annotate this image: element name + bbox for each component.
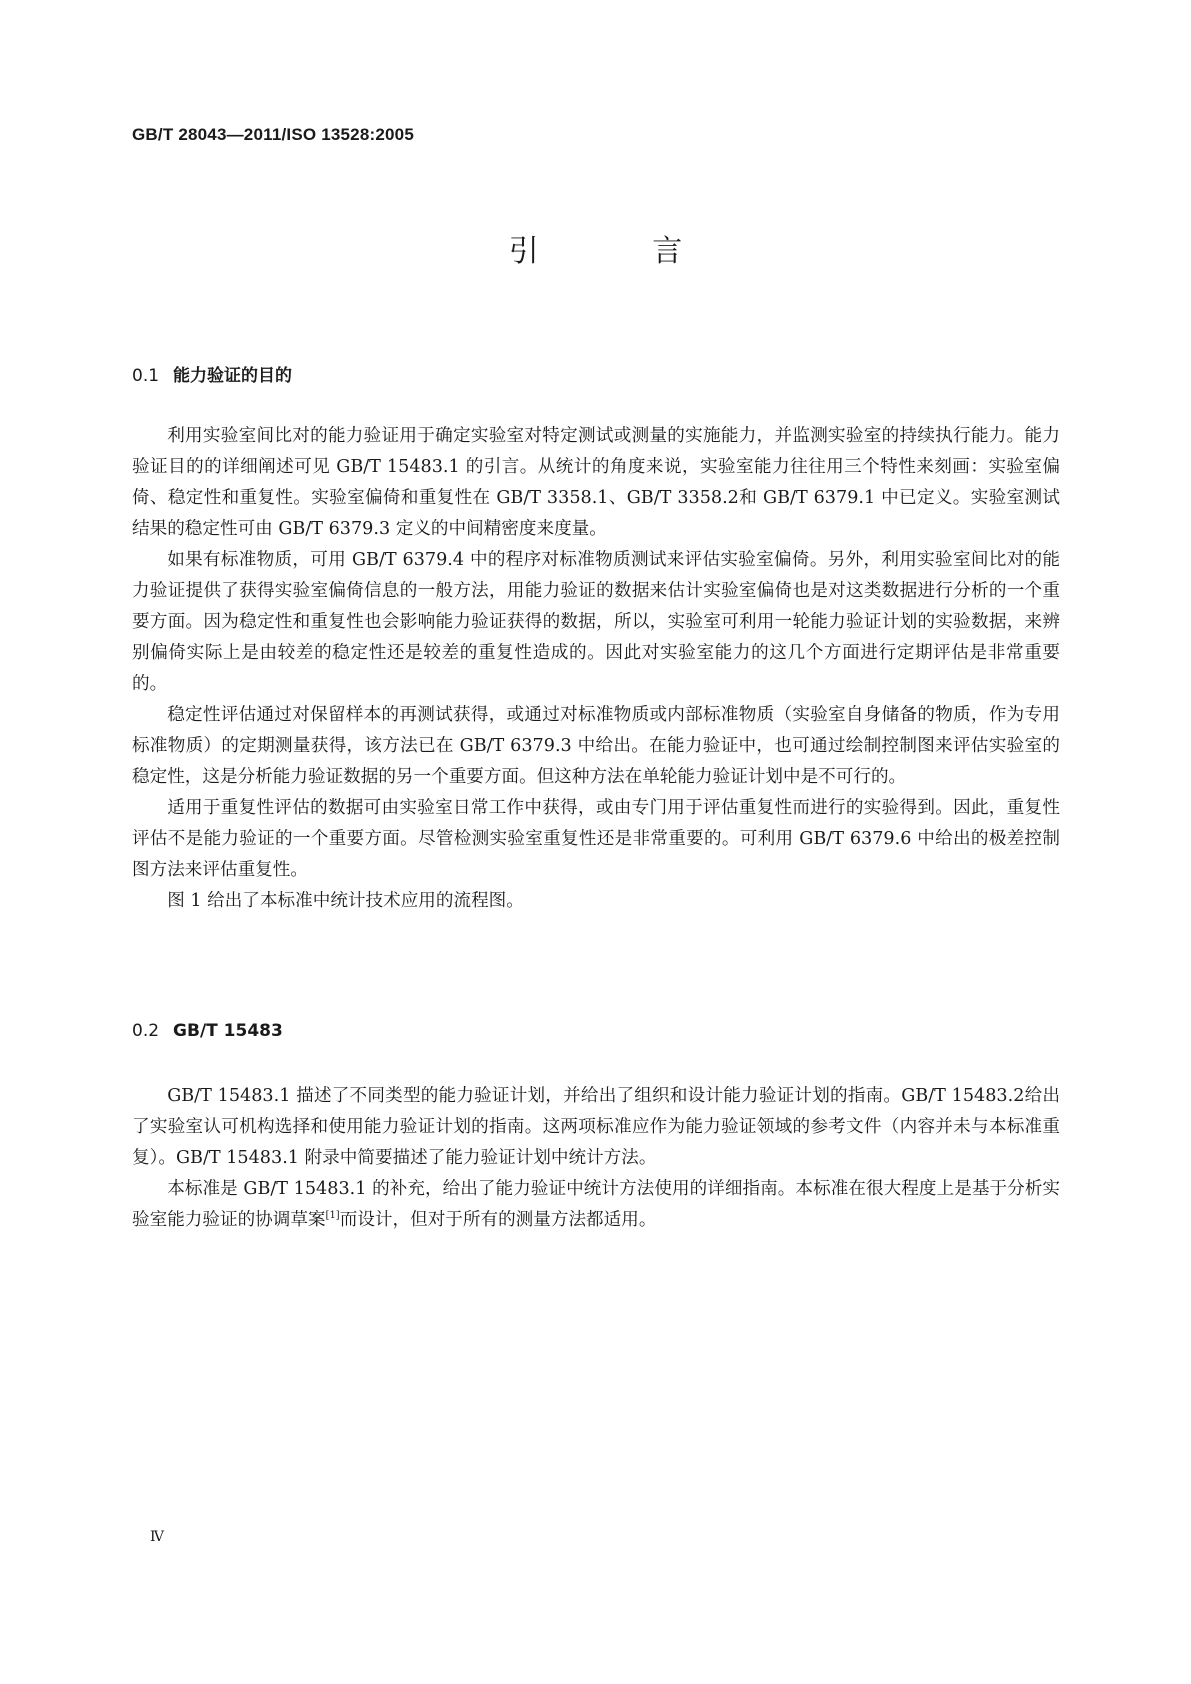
paragraph: GB/T 15483.1 描述了不同类型的能力验证计划，并给出了组织和设计能力验证计划的指南。GB/T 15483.2给出了实验室认可机构选择和使用能力验证计划的指南。这两项标准应作为能力验证领域的参考文件（内容并未与本标准重复）。GB/T 15483.1 附录中简要描述了能力验证计划中统计方法。 [132, 1086, 1060, 1168]
section-number: 0.1 [132, 366, 160, 386]
reference-citation[interactable]: [1] [325, 1210, 340, 1222]
page-number: Ⅳ [150, 1529, 164, 1545]
section-number: 0.2 [132, 1021, 160, 1041]
section-title: GB/T 15483 [173, 1021, 283, 1041]
page-title: 引 言 [508, 234, 735, 269]
section-body-0-1 [132, 421, 1060, 917]
section-heading-0-2 [132, 1021, 283, 1041]
paragraph: 如果有标准物质，可用 GB/T 6379.4 中的程序对标准物质测试来评估实验室偏倚。另外，利用实验室间比对的能力验证提供了获得实验室偏倚信息的一般方法，用能力验证的数据来估计实验室偏倚也是对这类数据进行分析的一个重要方面。因为稳定性和重复性也会影响能力验证获得的数据，所以，实验室可利用一轮能力验证计划的实验数据，来辨别偏倚实际上是由较差的稳定性还是较差的重复性造成的。因此对实验室能力的这几个方面进行定期评估是非常重要的。 [132, 550, 1060, 694]
paragraph: 适用于重复性评估的数据可由实验室日常工作中获得，或由专门用于评估重复性而进行的实验得到。因此，重复性评估不是能力验证的一个重要方面。尽管检测实验室重复性还是非常重要的。可利用 GB/T 6379.6 中给出的极差控制图方法来评估重复性。 [132, 798, 1060, 880]
paragraph: 利用实验室间比对的能力验证用于确定实验室对特定测试或测量的实施能力，并监测实验室的持续执行能力。能力验证目的的详细阐述可见 GB/T 15483.1 的引言。从统计的角度来说，实验室能力往往用三个特性来刻画：实验室偏倚、稳定性和重复性。实验室偏倚和重复性在 GB/T 3358.1、GB/T 3358.2和 GB/T 6379.1 中已定义。实验室测试结果的稳定性可由 GB/T 6379.3 定义的中间精密度来度量。 [132, 426, 1060, 539]
paragraph-text: 而设计，但对于所有的测量方法都适用。 [339, 1210, 657, 1230]
section-body-0-2 [132, 1081, 1060, 1236]
section-title: 能力验证的目的 [173, 366, 293, 386]
document-code: GB/T 28043—2011/ISO 13528:2005 [132, 125, 414, 144]
paragraph [132, 1174, 1060, 1236]
paragraph-text: 本标准是 GB/T 15483.1 的补充，给出了能力验证中统计方法使用的详细指南。本标准在很大程度上是基于分析实验室能力验证的协调草案 [132, 1179, 1060, 1230]
paragraph: 图 1 给出了本标准中统计技术应用的流程图。 [167, 891, 524, 911]
section-heading-0-1 [132, 361, 292, 386]
paragraph: 稳定性评估通过对保留样本的再测试获得，或通过对标准物质或内部标准物质（实验室自身储备的物质，作为专用标准物质）的定期测量获得，该方法已在 GB/T 6379.3 中给出。在能力验证中，也可通过绘制控制图来评估实验室的稳定性，这是分析能力验证数据的另一个重要方面。但这种方法在单轮能力验证计划中是不可行的。 [132, 705, 1060, 787]
